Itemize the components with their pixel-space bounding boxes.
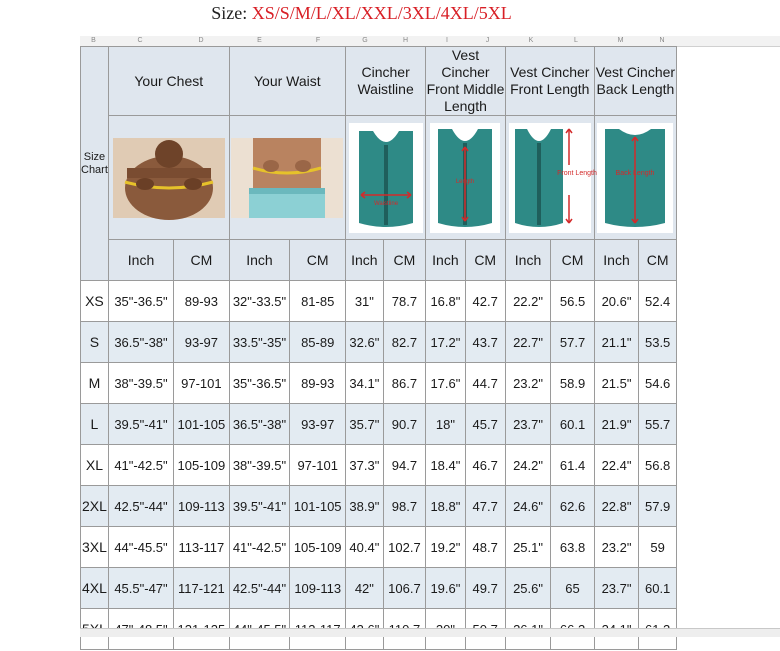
measurement-cell: 24.2"	[505, 445, 551, 486]
measurement-cell: 33.5"-35"	[229, 322, 290, 363]
measurement-cell: 35"-36.5"	[108, 281, 173, 322]
measurement-cell: 58.9	[551, 363, 594, 404]
column-letter: J	[485, 37, 490, 44]
size-label: 3XL	[81, 527, 109, 568]
measurement-cell: 18"	[426, 404, 465, 445]
measurement-cell: 90.7	[383, 404, 426, 445]
measurement-cell: 40.4"	[346, 527, 384, 568]
front-length-vest-photo	[505, 116, 597, 240]
length-label: Length	[456, 178, 475, 185]
measurement-cell: 85-89	[290, 322, 346, 363]
measurement-cell: 59	[639, 527, 677, 568]
measurement-cell: 106.7	[383, 568, 426, 609]
measurement-cell: 60.1	[551, 404, 594, 445]
measurement-cell: 54.6	[639, 363, 677, 404]
measurement-cell: 25.1"	[505, 527, 551, 568]
size-label: 4XL	[81, 568, 109, 609]
measurement-cell: 39.5"-41"	[108, 404, 173, 445]
measurement-cell: 93-97	[174, 322, 230, 363]
waist-measure-photo	[229, 116, 345, 240]
measurement-cell: 17.6"	[426, 363, 465, 404]
measurement-cell: 22.8"	[594, 486, 639, 527]
table-row	[81, 568, 677, 609]
measurement-cell: 86.7	[383, 363, 426, 404]
measurement-cell: 56.5	[551, 281, 594, 322]
measurement-cell: 93-97	[290, 404, 346, 445]
measurement-cell: 42.5"-44"	[108, 486, 173, 527]
measurement-cell: 21.1"	[594, 322, 639, 363]
measurement-cell: 44.7	[465, 363, 505, 404]
measurement-cell: 78.7	[383, 281, 426, 322]
measurement-cell: 35.7"	[346, 404, 384, 445]
caption-prefix: Size:	[211, 3, 252, 23]
measurement-cell: 17.2"	[426, 322, 465, 363]
measurement-cell: 49.7	[465, 568, 505, 609]
measurement-cell: 105-109	[174, 445, 230, 486]
spreadsheet-bottom-edge	[80, 628, 780, 637]
table-row	[81, 363, 677, 404]
measurement-cell: 105-109	[290, 527, 346, 568]
table-row	[81, 486, 677, 527]
caption-sizes: XS/S/M/L/XL/XXL/3XL/4XL/5XL	[251, 3, 512, 23]
measurement-cell: 98.7	[383, 486, 426, 527]
header-cincher-waistline: Cincher Waistline	[346, 47, 426, 116]
measurement-cell: 42.5"-44"	[229, 568, 290, 609]
measurement-cell: 94.7	[383, 445, 426, 486]
vest-waistline-image	[349, 123, 423, 233]
measurement-cell: 101-105	[290, 486, 346, 527]
measurement-cell: 21.9"	[594, 404, 639, 445]
measurement-cell: 34.1"	[346, 363, 384, 404]
table-row	[81, 527, 677, 568]
measurement-cell: 24.6"	[505, 486, 551, 527]
measurement-cell: 81-85	[290, 281, 346, 322]
unit-cm: CM	[290, 240, 346, 281]
unit-inch: Inch	[594, 240, 639, 281]
unit-cm: CM	[465, 240, 505, 281]
measurement-cell: 31"	[346, 281, 384, 322]
measurement-cell: 35"-36.5"	[229, 363, 290, 404]
column-letter: B	[91, 37, 96, 44]
header-your-waist: Your Waist	[229, 47, 345, 116]
table-row	[81, 322, 677, 363]
measurement-cell: 65	[551, 568, 594, 609]
chest-measure-photo	[108, 116, 229, 240]
unit-cm: CM	[639, 240, 677, 281]
measurement-cell: 38"-39.5"	[108, 363, 173, 404]
measurement-cell: 117-121	[174, 568, 230, 609]
unit-cm: CM	[174, 240, 230, 281]
measurement-cell: 18.8"	[426, 486, 465, 527]
measurement-cell: 113-117	[174, 527, 230, 568]
column-letter: K	[528, 37, 534, 44]
measurement-cell: 97-101	[174, 363, 230, 404]
column-letter: D	[198, 37, 204, 44]
measurement-cell: 109-113	[174, 486, 230, 527]
measurement-cell: 82.7	[383, 322, 426, 363]
unit-inch: Inch	[346, 240, 384, 281]
unit-inch: Inch	[229, 240, 290, 281]
measurement-cell: 25.6"	[505, 568, 551, 609]
column-letter: L	[574, 37, 578, 44]
measurement-cell: 42"	[346, 568, 384, 609]
measurement-cell: 19.2"	[426, 527, 465, 568]
unit-inch: Inch	[426, 240, 465, 281]
measurement-cell: 89-93	[290, 363, 346, 404]
column-letter: M	[617, 37, 624, 44]
measurement-cell: 42.7	[465, 281, 505, 322]
column-letter: G	[362, 37, 368, 44]
measurement-cell: 38.9"	[346, 486, 384, 527]
measurement-cell: 53.5	[639, 322, 677, 363]
back-length-label: Back Length	[615, 169, 655, 177]
size-label: XS	[81, 281, 109, 322]
size-caption	[0, 0, 723, 26]
measurement-cell: 89-93	[174, 281, 230, 322]
measurement-cell: 36.5"-38"	[108, 322, 173, 363]
measurement-cell: 36.5"-38"	[229, 404, 290, 445]
measurement-cell: 45.7	[465, 404, 505, 445]
table-row	[81, 281, 677, 322]
unit-inch: Inch	[108, 240, 173, 281]
measurement-cell: 63.8	[551, 527, 594, 568]
column-letter: F	[315, 37, 321, 44]
measurement-cell: 39.5"-41"	[229, 486, 290, 527]
measurement-cell: 22.4"	[594, 445, 639, 486]
back-length-vest-photo	[594, 116, 676, 240]
measurement-cell: 55.7	[639, 404, 677, 445]
front-middle-vest-photo	[426, 116, 506, 240]
measurement-cell: 47.7	[465, 486, 505, 527]
measurement-cell: 61.4	[551, 445, 594, 486]
size-chart-table	[80, 46, 677, 650]
unit-cm: CM	[383, 240, 426, 281]
measurement-cell: 44"-45.5"	[108, 527, 173, 568]
measurement-cell: 19.6"	[426, 568, 465, 609]
measurement-cell: 102.7	[383, 527, 426, 568]
front-length-label: Front Length	[556, 169, 597, 177]
measurement-cell: 22.7"	[505, 322, 551, 363]
vest-front-middle-image	[430, 123, 500, 233]
table-row	[81, 404, 677, 445]
size-label: XL	[81, 445, 109, 486]
column-letter: I	[446, 37, 448, 44]
measurement-cell: 20.6"	[594, 281, 639, 322]
size-label: 2XL	[81, 486, 109, 527]
vest-back-length-image	[597, 123, 673, 233]
measurement-cell: 48.7	[465, 527, 505, 568]
measurement-cell: 43.7	[465, 322, 505, 363]
measurement-cell: 57.7	[551, 322, 594, 363]
size-label: L	[81, 404, 109, 445]
table-row	[81, 445, 677, 486]
size-chart-label: Size Chart	[81, 47, 109, 281]
measurement-cell: 41"-42.5"	[108, 445, 173, 486]
measurement-cell: 46.7	[465, 445, 505, 486]
column-letter: C	[137, 37, 143, 44]
header-front-length: Vest Cincher Front Length	[505, 47, 594, 116]
measurement-cell: 41"-42.5"	[229, 527, 290, 568]
measurement-cell: 109-113	[290, 568, 346, 609]
measurement-cell: 62.6	[551, 486, 594, 527]
measurement-cell: 32"-33.5"	[229, 281, 290, 322]
waistline-vest-photo	[346, 116, 426, 240]
measurement-cell: 97-101	[290, 445, 346, 486]
waistline-label: Waistline	[373, 200, 398, 207]
measurement-cell: 56.8	[639, 445, 677, 486]
measurement-cell: 45.5"-47"	[108, 568, 173, 609]
measurement-cell: 18.4"	[426, 445, 465, 486]
column-letter: E	[257, 37, 262, 44]
measurement-cell: 52.4	[639, 281, 677, 322]
measurement-cell: 60.1	[639, 568, 677, 609]
size-label: S	[81, 322, 109, 363]
header-front-middle-length: Vest Cincher Front Middle Length	[426, 47, 505, 114]
measurement-cell: 57.9	[639, 486, 677, 527]
measurement-cell: 32.6"	[346, 322, 384, 363]
measurement-cell: 23.2"	[594, 527, 639, 568]
size-label: M	[81, 363, 109, 404]
measurement-cell: 23.2"	[505, 363, 551, 404]
measurement-cell: 23.7"	[594, 568, 639, 609]
measurement-cell: 22.2"	[505, 281, 551, 322]
column-letter: N	[659, 37, 665, 44]
size-chart-sheet	[80, 36, 677, 636]
chest-photo-image	[113, 138, 225, 218]
unit-inch: Inch	[505, 240, 551, 281]
measurement-cell: 16.8"	[426, 281, 465, 322]
measurement-cell: 23.7"	[505, 404, 551, 445]
measurement-cell: 37.3"	[346, 445, 384, 486]
measurement-cell: 38"-39.5"	[229, 445, 290, 486]
header-your-chest: Your Chest	[108, 47, 229, 116]
header-back-length: Vest Cincher Back Length	[594, 47, 676, 116]
measurement-cell: 21.5"	[594, 363, 639, 404]
vest-front-length-image	[509, 123, 597, 233]
column-letter: H	[402, 37, 409, 44]
unit-cm: CM	[551, 240, 594, 281]
waist-photo-image	[231, 138, 343, 218]
measurement-cell: 101-105	[174, 404, 230, 445]
